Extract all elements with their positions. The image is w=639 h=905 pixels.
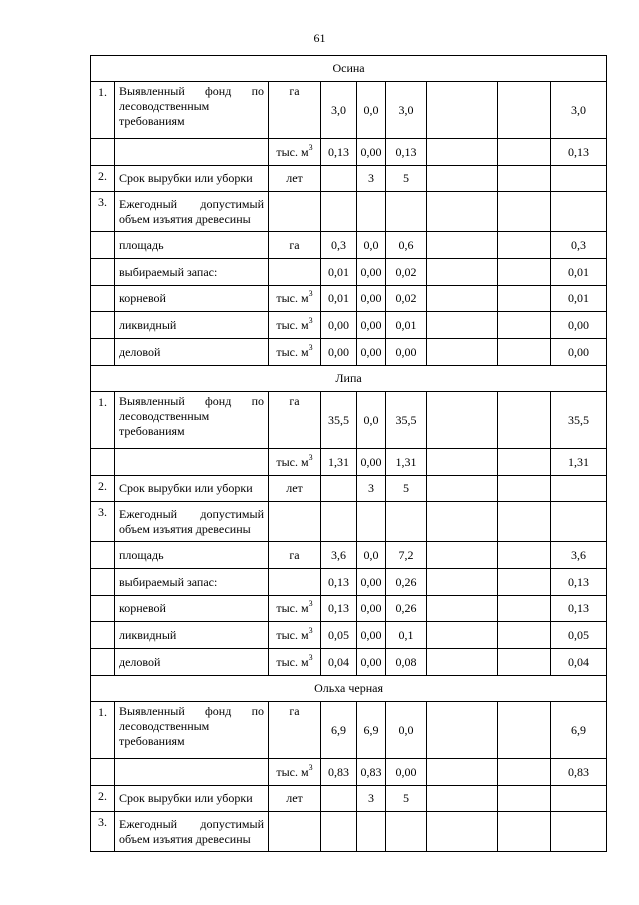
row-label: Ежегодный допустимый объем изъятия древесины	[115, 812, 269, 852]
value-cell-1	[321, 476, 357, 502]
value-cell-4	[427, 259, 498, 286]
value-cell-2: 0,00	[357, 596, 386, 622]
value-cell-6: 35,5	[551, 392, 607, 449]
value-cell-3: 0,00	[386, 759, 427, 786]
row-label: корневой	[115, 596, 269, 622]
value-cell-4	[427, 339, 498, 366]
value-cell-5	[498, 286, 551, 312]
row-label: Выявленный фонд по лесоводственным требованиям	[115, 82, 269, 139]
value-cell-2	[357, 192, 386, 232]
unit-text: тыс. м	[276, 317, 309, 332]
row-label: выбираемый запас:	[115, 259, 269, 286]
forest-volume-table	[90, 55, 607, 852]
row-label: площадь	[115, 232, 269, 259]
value-cell-3: 3,0	[386, 82, 427, 139]
value-cell-4	[427, 569, 498, 596]
row-index: 2.	[91, 476, 115, 502]
unit-cell	[269, 166, 321, 192]
unit-cell	[269, 622, 321, 649]
value-cell-2: 0,00	[357, 649, 386, 676]
unit-superscript: 3	[308, 142, 313, 152]
unit-superscript: 3	[308, 652, 313, 662]
unit-cell	[269, 449, 321, 476]
unit-cell	[269, 259, 321, 286]
value-cell-3: 1,31	[386, 449, 427, 476]
value-cell-4	[427, 786, 498, 812]
value-cell-6	[551, 812, 607, 852]
value-cell-1: 0,3	[321, 232, 357, 259]
value-cell-5	[498, 502, 551, 542]
unit-superscript: 3	[308, 599, 313, 608]
table-row	[91, 649, 607, 676]
value-cell-2: 6,9	[357, 702, 386, 759]
table-row	[91, 812, 607, 852]
value-cell-4	[427, 286, 498, 312]
unit-text: тыс. м	[276, 764, 309, 779]
section-header-row	[91, 56, 607, 82]
row-label: деловой	[115, 339, 269, 366]
value-cell-2: 0,00	[357, 449, 386, 476]
value-cell-3: 0,00	[386, 339, 427, 366]
value-cell-2	[357, 502, 386, 542]
value-cell-3: 0,6	[386, 232, 427, 259]
value-cell-5	[498, 759, 551, 786]
row-index	[91, 312, 115, 339]
row-index	[91, 542, 115, 569]
unit-cell	[269, 786, 321, 812]
value-cell-1: 35,5	[321, 392, 357, 449]
value-cell-6: 0,3	[551, 232, 607, 259]
unit-cell	[269, 232, 321, 259]
value-cell-2: 0,00	[357, 622, 386, 649]
value-cell-5	[498, 812, 551, 852]
page-number: 61	[313, 31, 326, 45]
value-cell-3: 7,2	[386, 542, 427, 569]
value-cell-5	[498, 259, 551, 286]
table-row	[91, 166, 607, 192]
unit-cell	[269, 82, 321, 139]
unit-cell	[269, 139, 321, 166]
row-index	[91, 449, 115, 476]
value-cell-1	[321, 166, 357, 192]
table-row	[91, 286, 607, 312]
row-label: корневой	[115, 286, 269, 312]
value-cell-2: 0,0	[357, 392, 386, 449]
value-cell-6: 6,9	[551, 702, 607, 759]
unit-text: тыс. м	[276, 654, 309, 669]
value-cell-5	[498, 622, 551, 649]
value-cell-6: 0,00	[551, 312, 607, 339]
value-cell-4	[427, 502, 498, 542]
value-cell-3: 35,5	[386, 392, 427, 449]
value-cell-6: 1,31	[551, 449, 607, 476]
value-cell-1: 0,04	[321, 649, 357, 676]
value-cell-3	[386, 502, 427, 542]
row-label: Срок вырубки или уборки	[115, 166, 269, 192]
value-cell-3	[386, 812, 427, 852]
row-index	[91, 286, 115, 312]
unit-text: тыс. м	[276, 344, 309, 359]
row-label	[115, 759, 269, 786]
value-cell-5	[498, 232, 551, 259]
value-cell-6: 0,13	[551, 596, 607, 622]
unit-text: га	[289, 237, 300, 252]
table-row	[91, 139, 607, 166]
row-label: ликвидный	[115, 622, 269, 649]
value-cell-4	[427, 139, 498, 166]
value-cell-1: 0,00	[321, 312, 357, 339]
row-label: Срок вырубки или уборки	[115, 476, 269, 502]
value-cell-6	[551, 502, 607, 542]
value-cell-3: 0,13	[386, 139, 427, 166]
table-row	[91, 312, 607, 339]
unit-cell	[269, 702, 321, 759]
value-cell-5	[498, 649, 551, 676]
section-title: Ольха черная	[91, 676, 607, 702]
row-index: 3.	[91, 192, 115, 232]
value-cell-3: 5	[386, 476, 427, 502]
row-index	[91, 759, 115, 786]
unit-cell	[269, 339, 321, 366]
unit-superscript: 3	[308, 625, 313, 635]
table-row	[91, 232, 607, 259]
value-cell-3: 0,02	[386, 259, 427, 286]
value-cell-3: 5	[386, 786, 427, 812]
unit-text: га	[289, 547, 300, 562]
table-row	[91, 622, 607, 649]
table-row	[91, 476, 607, 502]
value-cell-2: 0,00	[357, 259, 386, 286]
value-cell-3: 0,26	[386, 569, 427, 596]
value-cell-4	[427, 702, 498, 759]
value-cell-4	[427, 312, 498, 339]
value-cell-6	[551, 166, 607, 192]
value-cell-2: 0,00	[357, 569, 386, 596]
value-cell-5	[498, 449, 551, 476]
value-cell-5	[498, 312, 551, 339]
value-cell-2: 0,0	[357, 82, 386, 139]
table-row	[91, 702, 607, 759]
value-cell-3	[386, 192, 427, 232]
value-cell-6	[551, 192, 607, 232]
section-title: Осина	[91, 56, 607, 82]
unit-cell	[269, 649, 321, 676]
row-index	[91, 139, 115, 166]
table-row	[91, 192, 607, 232]
value-cell-6: 0,13	[551, 569, 607, 596]
value-cell-2: 3	[357, 476, 386, 502]
value-cell-3: 0,26	[386, 596, 427, 622]
value-cell-1: 0,01	[321, 259, 357, 286]
table-body	[91, 56, 607, 852]
row-index: 1.	[91, 82, 115, 139]
value-cell-1: 6,9	[321, 702, 357, 759]
value-cell-1: 0,13	[321, 569, 357, 596]
value-cell-6	[551, 476, 607, 502]
table-row	[91, 259, 607, 286]
value-cell-4	[427, 449, 498, 476]
value-cell-5	[498, 542, 551, 569]
value-cell-2: 0,0	[357, 542, 386, 569]
table-row	[91, 596, 607, 622]
table-row	[91, 339, 607, 366]
value-cell-4	[427, 392, 498, 449]
table-row	[91, 502, 607, 542]
unit-cell	[269, 312, 321, 339]
unit-cell	[269, 596, 321, 622]
section-header-row	[91, 676, 607, 702]
value-cell-1: 3,0	[321, 82, 357, 139]
value-cell-5	[498, 569, 551, 596]
value-cell-1	[321, 192, 357, 232]
row-label: Ежегодный допустимый объем изъятия древесины	[115, 502, 269, 542]
unit-text: тыс. м	[276, 454, 309, 469]
row-label	[115, 139, 269, 166]
table-row	[91, 82, 607, 139]
value-cell-5	[498, 166, 551, 192]
value-cell-6: 0,01	[551, 286, 607, 312]
value-cell-4	[427, 82, 498, 139]
value-cell-2: 0,00	[357, 339, 386, 366]
unit-cell	[269, 286, 321, 312]
value-cell-1: 0,05	[321, 622, 357, 649]
value-cell-6: 0,04	[551, 649, 607, 676]
unit-text: га	[289, 704, 300, 718]
unit-superscript: 3	[308, 762, 313, 772]
unit-text: лет	[286, 171, 303, 185]
value-cell-4	[427, 542, 498, 569]
unit-cell	[269, 812, 321, 852]
row-index	[91, 569, 115, 596]
value-cell-4	[427, 232, 498, 259]
row-index: 1.	[91, 702, 115, 759]
value-cell-2	[357, 812, 386, 852]
unit-cell	[269, 192, 321, 232]
row-index	[91, 339, 115, 366]
value-cell-6: 3,6	[551, 542, 607, 569]
row-index: 3.	[91, 812, 115, 852]
unit-cell	[269, 502, 321, 542]
value-cell-5	[498, 82, 551, 139]
row-index	[91, 622, 115, 649]
value-cell-1: 0,13	[321, 139, 357, 166]
value-cell-1	[321, 502, 357, 542]
value-cell-2: 3	[357, 166, 386, 192]
row-index: 2.	[91, 786, 115, 812]
table-row	[91, 569, 607, 596]
value-cell-5	[498, 139, 551, 166]
value-cell-5	[498, 339, 551, 366]
row-index	[91, 649, 115, 676]
value-cell-4	[427, 166, 498, 192]
row-label: Выявленный фонд по лесоводственным требованиям	[115, 702, 269, 759]
table-row	[91, 786, 607, 812]
value-cell-4	[427, 759, 498, 786]
value-cell-5	[498, 192, 551, 232]
value-cell-3: 5	[386, 166, 427, 192]
value-cell-2: 0,83	[357, 759, 386, 786]
unit-cell	[269, 476, 321, 502]
unit-text: тыс. м	[276, 601, 309, 615]
row-index: 2.	[91, 166, 115, 192]
table-row	[91, 759, 607, 786]
value-cell-6: 0,00	[551, 339, 607, 366]
table-row	[91, 449, 607, 476]
value-cell-2: 0,00	[357, 286, 386, 312]
value-cell-2: 0,00	[357, 139, 386, 166]
table-row	[91, 542, 607, 569]
unit-superscript: 3	[308, 452, 313, 462]
value-cell-4	[427, 596, 498, 622]
unit-text: тыс. м	[276, 627, 309, 642]
value-cell-1	[321, 786, 357, 812]
unit-superscript: 3	[308, 315, 313, 325]
value-cell-6	[551, 786, 607, 812]
table-row	[91, 392, 607, 449]
value-cell-3: 0,1	[386, 622, 427, 649]
unit-cell	[269, 569, 321, 596]
value-cell-3: 0,02	[386, 286, 427, 312]
row-label: деловой	[115, 649, 269, 676]
value-cell-3: 0,08	[386, 649, 427, 676]
value-cell-1: 1,31	[321, 449, 357, 476]
value-cell-5	[498, 476, 551, 502]
row-label: площадь	[115, 542, 269, 569]
unit-text: га	[289, 84, 300, 98]
section-header-row	[91, 366, 607, 392]
value-cell-6: 3,0	[551, 82, 607, 139]
value-cell-1: 3,6	[321, 542, 357, 569]
value-cell-2: 0,0	[357, 232, 386, 259]
row-label: Срок вырубки или уборки	[115, 786, 269, 812]
unit-cell	[269, 542, 321, 569]
value-cell-5	[498, 392, 551, 449]
value-cell-1: 0,83	[321, 759, 357, 786]
value-cell-5	[498, 786, 551, 812]
value-cell-6: 0,13	[551, 139, 607, 166]
row-label: выбираемый запас:	[115, 569, 269, 596]
row-index	[91, 259, 115, 286]
value-cell-4	[427, 476, 498, 502]
unit-text: га	[289, 394, 300, 408]
value-cell-1: 0,00	[321, 339, 357, 366]
row-label: ликвидный	[115, 312, 269, 339]
value-cell-5	[498, 596, 551, 622]
unit-cell	[269, 392, 321, 449]
row-index: 1.	[91, 392, 115, 449]
value-cell-6: 0,05	[551, 622, 607, 649]
value-cell-3: 0,01	[386, 312, 427, 339]
value-cell-1: 0,13	[321, 596, 357, 622]
value-cell-1: 0,01	[321, 286, 357, 312]
value-cell-4	[427, 812, 498, 852]
section-title: Липа	[91, 366, 607, 392]
unit-text: лет	[286, 481, 303, 495]
unit-superscript: 3	[308, 342, 313, 352]
row-index	[91, 232, 115, 259]
row-label: Ежегодный допустимый объем изъятия древесины	[115, 192, 269, 232]
unit-text: лет	[286, 791, 303, 805]
value-cell-6: 0,83	[551, 759, 607, 786]
unit-superscript: 3	[308, 289, 313, 298]
value-cell-4	[427, 649, 498, 676]
row-index	[91, 596, 115, 622]
value-cell-4	[427, 622, 498, 649]
value-cell-2: 3	[357, 786, 386, 812]
value-cell-3: 0,0	[386, 702, 427, 759]
unit-text: тыс. м	[276, 144, 309, 159]
unit-cell	[269, 759, 321, 786]
row-index: 3.	[91, 502, 115, 542]
value-cell-2: 0,00	[357, 312, 386, 339]
document-table-container	[90, 55, 607, 852]
row-label: Выявленный фонд по лесоводственным требованиям	[115, 392, 269, 449]
unit-text: тыс. м	[276, 291, 309, 305]
value-cell-5	[498, 702, 551, 759]
value-cell-1	[321, 812, 357, 852]
row-label	[115, 449, 269, 476]
value-cell-6: 0,01	[551, 259, 607, 286]
value-cell-4	[427, 192, 498, 232]
